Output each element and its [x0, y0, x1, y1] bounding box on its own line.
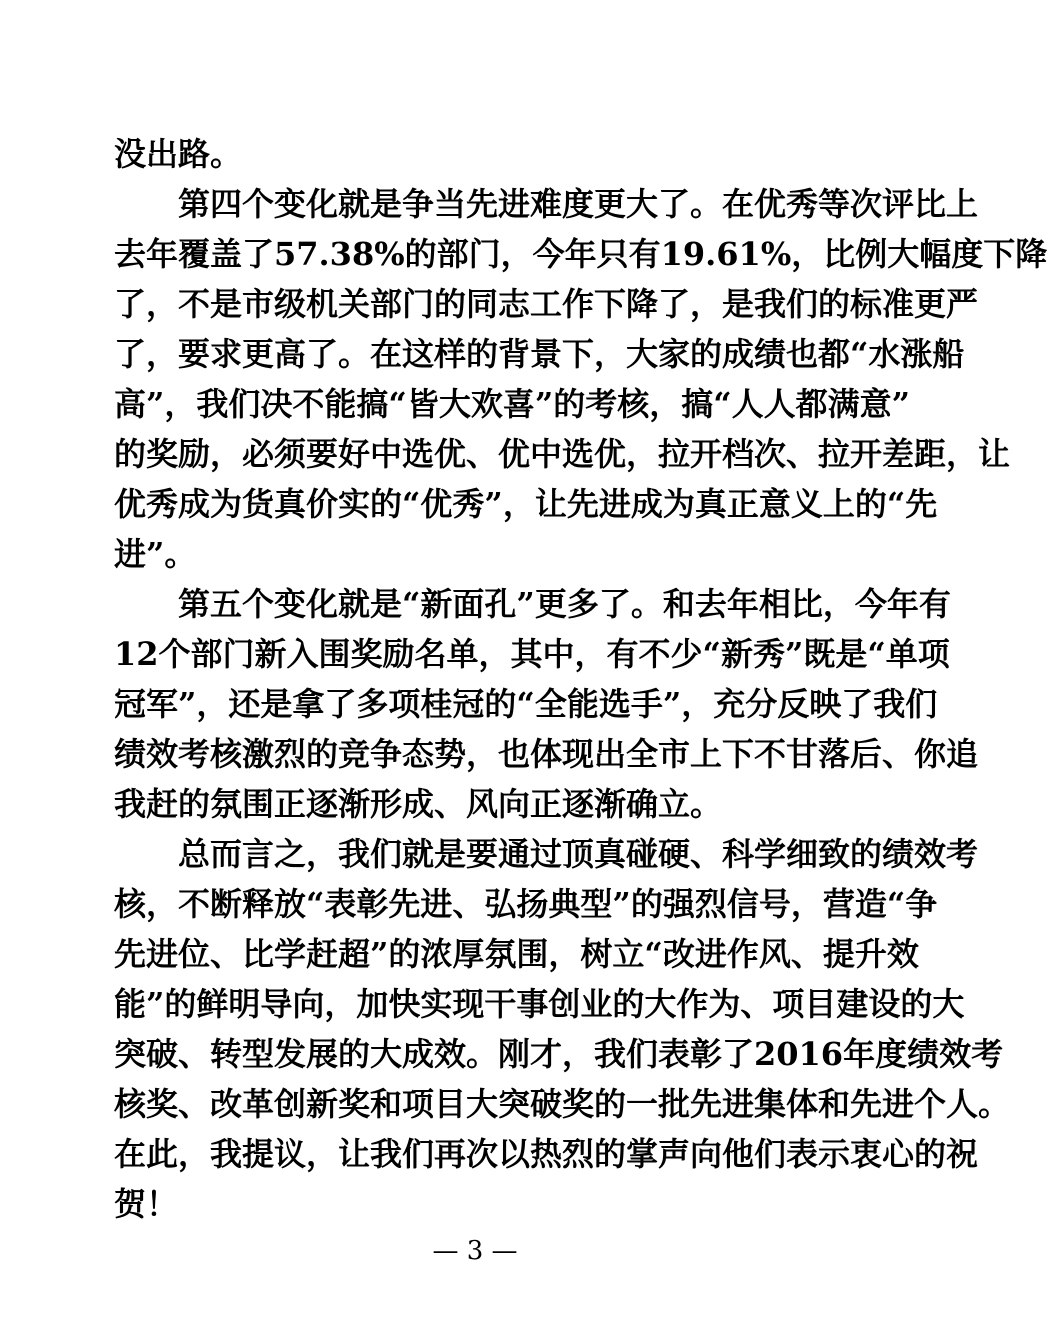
- text-line: 在此，我提议，让我们再次以热烈的掌声向他们表示衷心的祝: [114, 1135, 979, 1173]
- text-line: 贺！: [114, 1185, 179, 1223]
- page-number: — 3 —: [432, 1236, 518, 1266]
- text-line: 去年覆盖了57.38%的部门，今年只有19.61%，比例大幅度下降: [114, 235, 1047, 273]
- text-line: 了，不是市级机关部门的同志工作下降了，是我们的标准更严: [114, 285, 979, 323]
- text-line: 进”。: [114, 535, 197, 573]
- text-line: 能”的鲜明导向，加快实现干事创业的大作为、项目建设的大: [114, 985, 965, 1023]
- text-line: 的奖励，必须要好中选优、优中选优，拉开档次、拉开差距，让: [114, 435, 1011, 473]
- paragraph-start-line: 总而言之，我们就是要通过顶真碰硬、科学细致的绩效考: [178, 835, 979, 873]
- text-line: 高”，我们决不能搞“皆大欢喜”的考核，搞“人人都满意”: [114, 385, 911, 423]
- text-line: 我赶的氛围正逐渐形成、风向正逐渐确立。: [114, 785, 723, 823]
- text-line: 没出路。: [114, 135, 243, 173]
- text-line: 核，不断释放“表彰先进、弘扬典型”的强烈信号，营造“争: [114, 885, 938, 923]
- text-line: 12个部门新入围奖励名单，其中，有不少“新秀”既是“单项: [114, 635, 950, 673]
- text-line: 先进位、比学赶超”的浓厚氛围，树立“改进作风、提升效: [114, 935, 919, 973]
- text-line: 冠军”，还是拿了多项桂冠的“全能选手”，充分反映了我们: [114, 685, 938, 723]
- paragraph-start-line: 第五个变化就是“新面孔”更多了。和去年相比，今年有: [178, 585, 951, 623]
- text-line: 了，要求更高了。在这样的背景下，大家的成绩也都“水涨船: [114, 335, 965, 373]
- paragraph-start-line: 第四个变化就是争当先进难度更大了。在优秀等次评比上: [178, 185, 979, 223]
- text-line: 绩效考核激烈的竞争态势，也体现出全市上下不甘落后、你追: [114, 735, 979, 773]
- text-line: 核奖、改革创新奖和项目大突破奖的一批先进集体和先进个人。: [114, 1085, 1011, 1123]
- text-line: 突破、转型发展的大成效。刚才，我们表彰了2016年度绩效考: [114, 1035, 1004, 1073]
- text-line: 优秀成为货真价实的“优秀”，让先进成为真正意义上的“先: [114, 485, 938, 523]
